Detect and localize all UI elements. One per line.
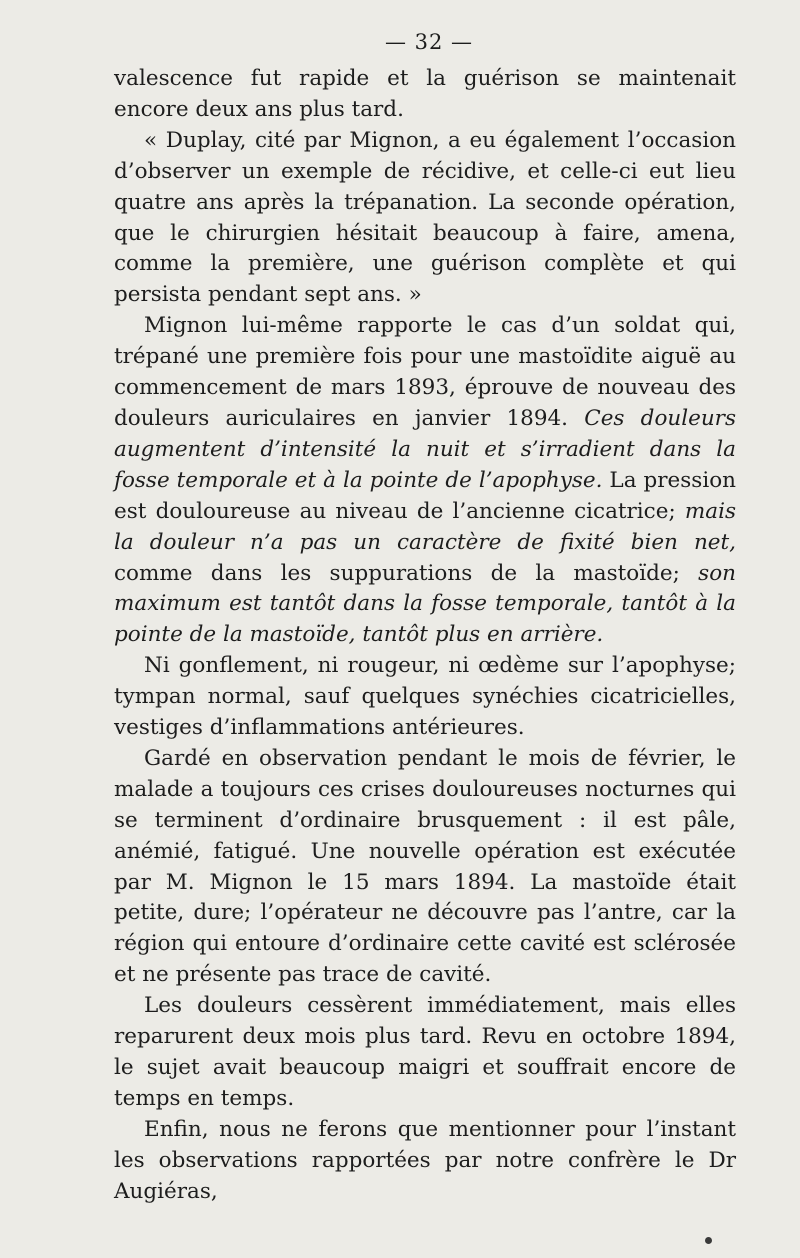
text-segment: Enfin, nous ne ferons que mentionner pour l’instant les observations rapportées par notre confrère le Dr Augiéras,	[114, 1116, 736, 1204]
italic-text-segment: son maximum est tantôt dans la fosse temporale, tantôt à la pointe de la mastoïde, tantôt plus en arrière.	[114, 560, 736, 648]
paragraph	[114, 311, 736, 651]
page-number: — 32 —	[384, 30, 474, 54]
text-segment: comme dans les suppurations de la mastoïde;	[114, 560, 699, 586]
body-text	[114, 64, 736, 1208]
paragraph	[114, 64, 736, 126]
italic-text-segment: mais la douleur n’a pas un caractère de fixité bien net,	[114, 498, 736, 555]
text-segment: « Duplay, cité par Mignon, a eu également l’occasion d’observer un exemple de récidive, et celle-ci eut lieu quatre ans après la trépanation. La seconde opération, que le chirurgien hésitait beaucoup à faire, amena, comme la première, une guérison complète et qui persista pendant sept ans. »	[114, 127, 736, 308]
text-segment: La pression est douloureuse au niveau de l’ancienne cicatrice;	[114, 467, 736, 524]
paragraph	[114, 744, 736, 991]
paragraph	[114, 651, 736, 744]
text-segment: Les douleurs cessèrent immédiatement, mais elles reparurent deux mois plus tard. Revu en octobre 1894, le sujet avait beaucoup maigri et souffrait encore de temps en temps.	[114, 993, 736, 1111]
text-segment: Gardé en observation pendant le mois de février, le malade a toujours ces crises douloureuses nocturnes qui se terminent d’ordinaire brusquement : il est pâle, anémié, fatigué. Une nouvelle opération est exécutée par M. Mignon le 15 mars 1894. La mastoïde était petite, dure; l’opérateur ne découvre pas l’antre, car la région qui entoure d’ordinaire cette cavité est sclérosée et ne présente pas trace de cavité.	[114, 745, 736, 988]
paragraph	[114, 126, 736, 311]
paragraph	[114, 991, 736, 1115]
italic-text-segment: Ces douleurs augmentent d’intensité la nuit et s’irradient dans la fosse temporale et à la pointe de l’apophyse.	[114, 405, 736, 493]
text-segment: Ni gonflement, ni rougeur, ni œdème sur l’apophyse; tympan normal, sauf quelques synéchies cicatricielles, vestiges d’inflammations antérieures.	[114, 653, 736, 741]
paragraph	[114, 1115, 736, 1208]
ink-speck	[705, 1237, 712, 1244]
text-segment: valescence fut rapide et la guérison se maintenait encore deux ans plus tard.	[114, 66, 736, 122]
text-segment: Mignon lui-même rapporte le cas d’un soldat qui, trépané une première fois pour une mastoïdite aiguë au commencement de mars 1893, éprouve de nouveau des douleurs auriculaires en janvier 1894.	[114, 313, 736, 431]
